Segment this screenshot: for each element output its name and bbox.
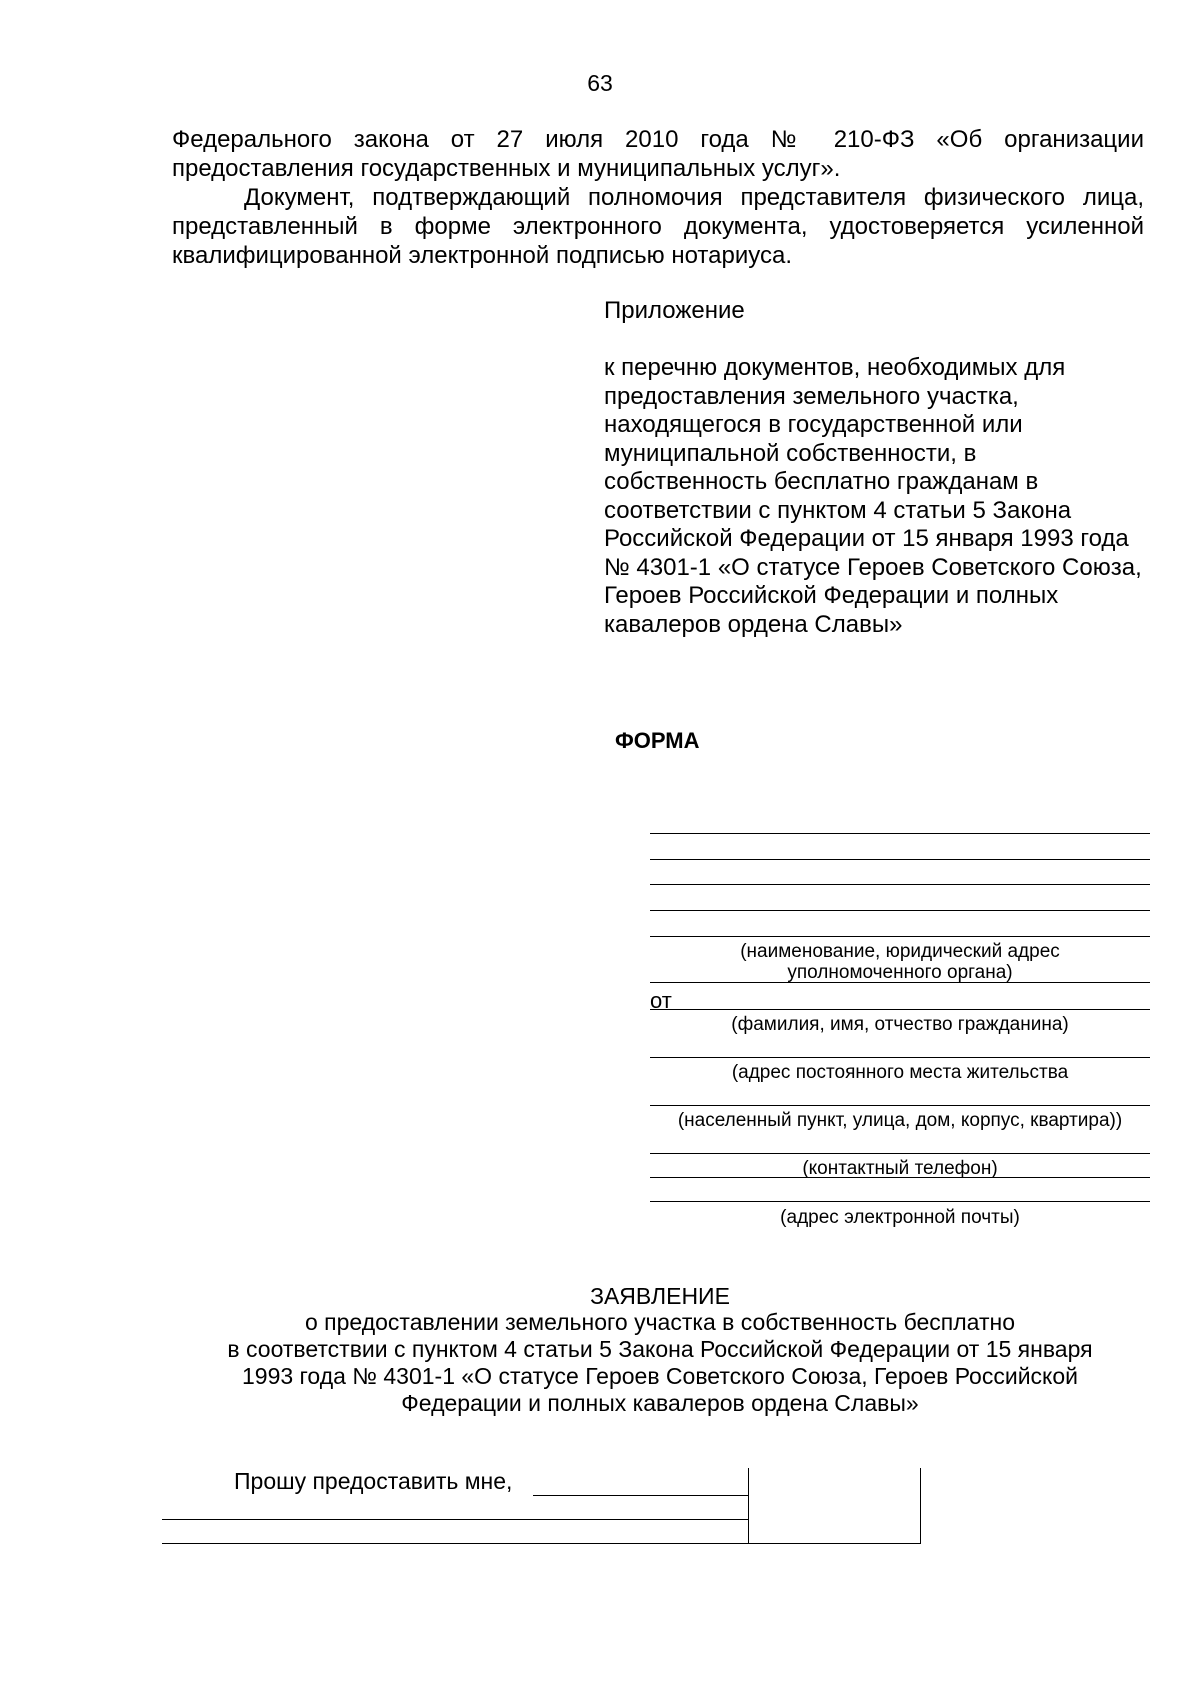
appendix-title: Приложение: [604, 297, 745, 324]
from-label: от: [650, 988, 672, 1013]
authority-line-1[interactable]: [650, 833, 1150, 834]
authority-line-2[interactable]: [650, 859, 1150, 860]
statement-title: ЗАЯВЛЕНИЕ: [590, 1283, 730, 1309]
statement-line-1: о предоставлении земельного участка в собственность бесплатно: [305, 1309, 1015, 1335]
phone-line[interactable]: [650, 1153, 1150, 1154]
appendix-text: к перечню документов, необходимых для предоставления земельного участка, находящегося в государственной или муниципальной собственности, в собственность бесплатно гражданам в соответствии с пунктом 4 статьи 5 Закона Российской Федерации от 15 января 1993 года № 4301-1 «О статусе Героев Советского Союза, Героев Российской Федерации и полных кавалеров ордена Славы»: [604, 354, 1142, 638]
authority-line-6[interactable]: [650, 982, 1150, 983]
statement-line-3: 1993 года № 4301-1 «О статусе Героев Советского Союза, Героев Российской: [241, 1363, 1079, 1389]
caption-authority: (наименование, юридический адрес уполномоченного органа): [740, 941, 1060, 983]
caption-address-detail: (населенный пункт, улица, дом, корпус, квартира)): [677, 1110, 1123, 1131]
address-detail-line[interactable]: [650, 1105, 1150, 1106]
table-right-border: [920, 1468, 921, 1544]
caption-email: (адрес электронной почты): [780, 1207, 1020, 1228]
request-text: Прошу предоставить мне,: [234, 1468, 513, 1494]
email-line[interactable]: [650, 1201, 1150, 1202]
request-line-2[interactable]: [162, 1519, 748, 1520]
authority-line-3[interactable]: [650, 884, 1150, 885]
authority-line-4[interactable]: [650, 910, 1150, 911]
table-divider: [748, 1468, 749, 1544]
caption-address: (адрес постоянного места жительства: [731, 1062, 1069, 1083]
request-line-3[interactable]: [162, 1543, 920, 1544]
form-title: ФОРМА: [615, 728, 700, 753]
intro-paragraph-1: Федерального закона от 27 июля 2010 года № 210-ФЗ «Об организации предоставления государственных и муниципальных услуг».: [172, 126, 1144, 182]
page-number: 63: [587, 70, 613, 96]
statement-line-4: Федерации и полных кавалеров ордена Славы»: [401, 1390, 919, 1416]
phone-underline: [650, 1177, 1150, 1178]
intro-paragraph-2: Документ, подтверждающий полномочия представителя физического лица, представленный в форме электронного документа, удостоверяется усиленной квалифицированной электронной подписью нотариуса.: [172, 184, 1144, 269]
request-fill-line[interactable]: [533, 1495, 748, 1496]
caption-phone: (контактный телефон): [802, 1158, 998, 1179]
caption-name: (фамилия, имя, отчество гражданина): [731, 1014, 1069, 1035]
address-line[interactable]: [650, 1057, 1150, 1058]
statement-line-2: в соответствии с пунктом 4 статьи 5 Закона Российской Федерации от 15 января: [227, 1336, 1093, 1362]
name-line[interactable]: [650, 1009, 1150, 1010]
authority-line-5[interactable]: [650, 936, 1150, 937]
